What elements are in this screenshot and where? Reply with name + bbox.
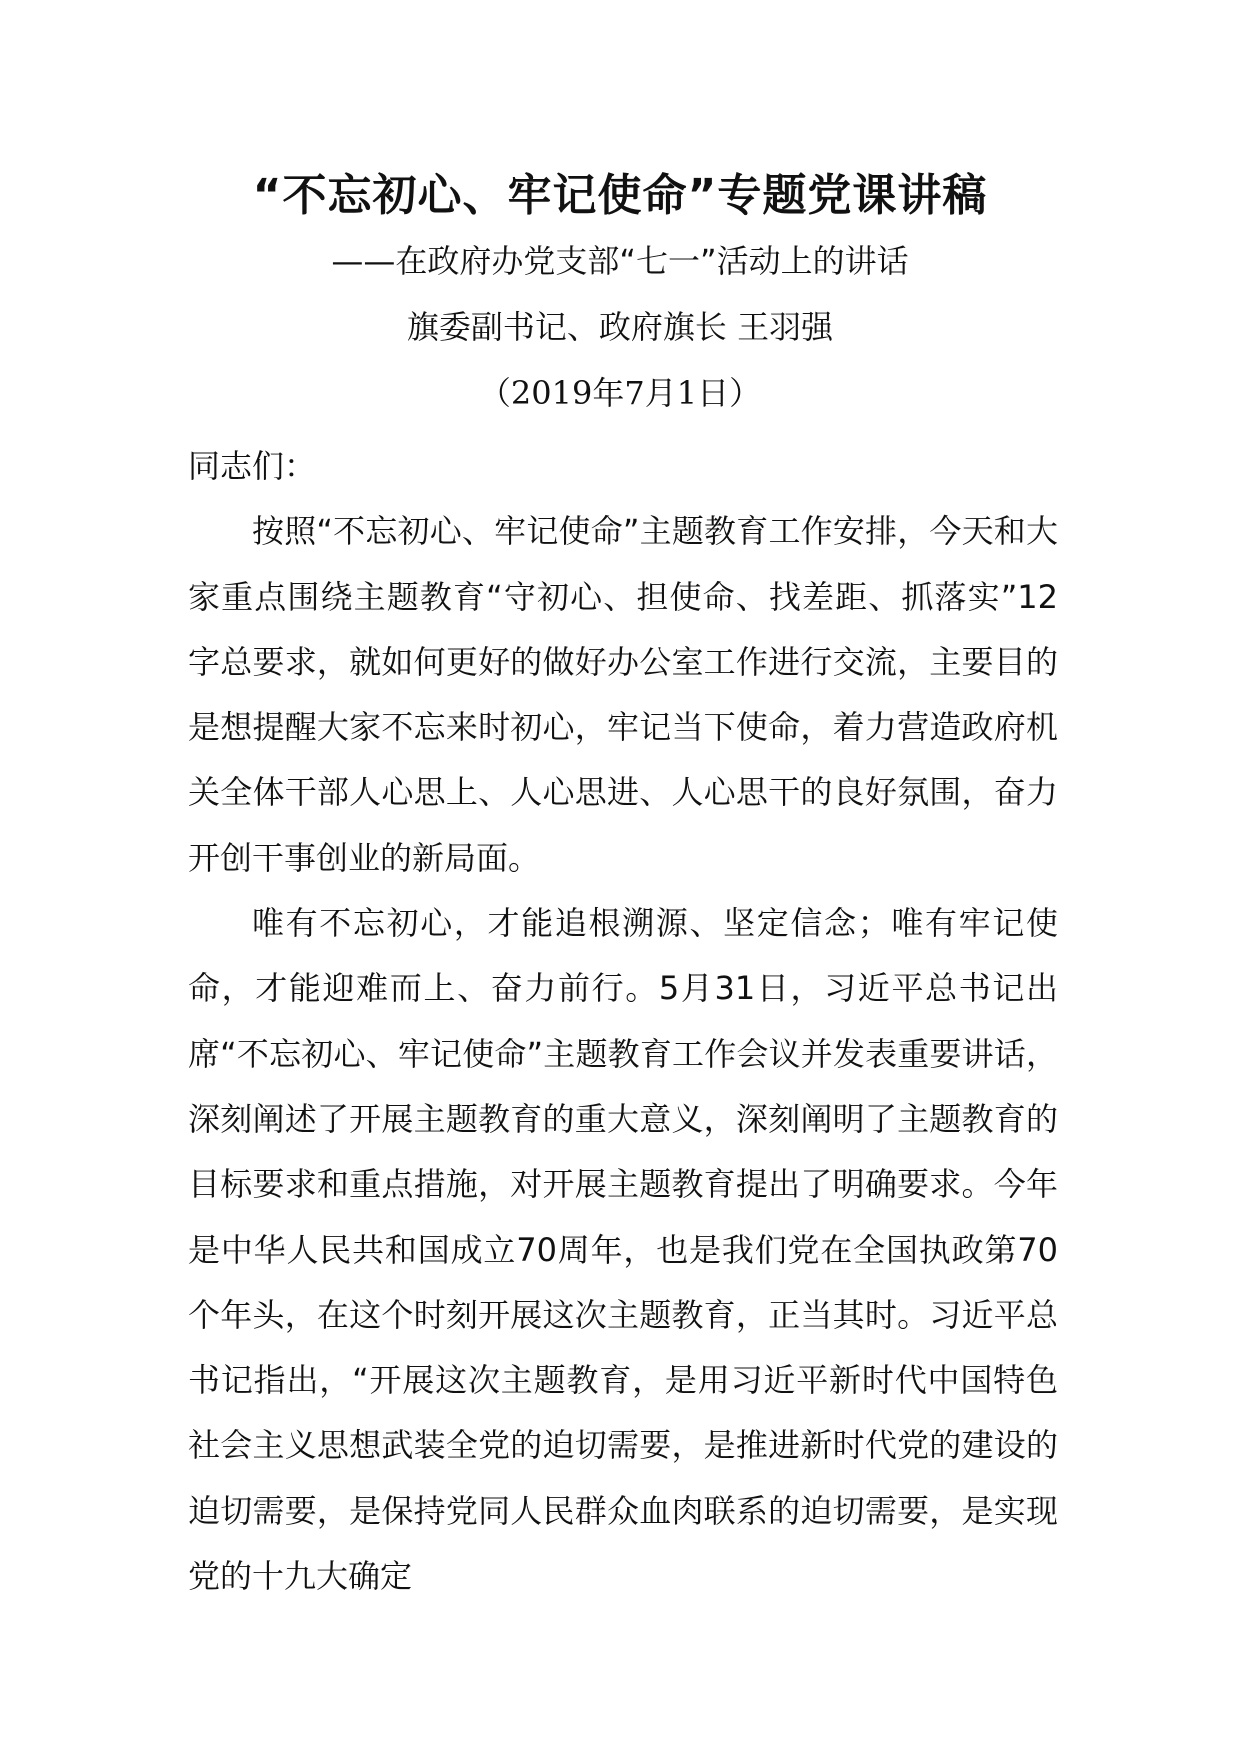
salutation: 同志们： [188, 447, 317, 485]
body-paragraph-2: 唯有不忘初心，才能追根溯源、坚定信念；唯有牢记使命，才能迎难而上、奋力前行。5月31日，习近平总书记出席“不忘初心、牢记使命”主题教育工作会议并发表重要讲话，深刻阐述了开展主题教育的重大意义，深刻阐明了主题教育的目标要求和重点措施，对开展主题教育提出了明确要求。今年是中华人民共和国成立70周年，也是我们党在全国执政第70个年头，在这个时刻开展这次主题教育，正当其时。习近平总书记指出，“开展这次主题教育，是用习近平新时代中国特色社会主义思想武装全党的迫切需要，是推进新时代党的建设的迫切需要，是保持党同人民群众血肉联系的迫切需要，是实现党的十九大确定 [188, 904, 1058, 1596]
document-author: 旗委副书记、政府旗长 王羽强 [406, 308, 834, 346]
body-paragraph-1: 按照“不忘初心、牢记使命”主题教育工作安排，今天和大家重点围绕主题教育“守初心、担使命、找差距、抓落实”12字总要求，就如何更好的做好办公室工作进行交流，主要目的是想提醒大家不忘来时初心，牢记当下使命，着力营造政府机关全体干部人心思上、人心思进、人心思干的良好氛围，奋力开创干事创业的新局面。 [188, 512, 1058, 877]
document-date: （2019年7月1日） [478, 374, 762, 412]
document-body [188, 434, 1058, 1609]
document-title: “不忘初心、牢记使命”专题党课讲稿 [252, 170, 988, 221]
document-subtitle: ——在政府办党支部“七一”活动上的讲话 [331, 242, 909, 280]
